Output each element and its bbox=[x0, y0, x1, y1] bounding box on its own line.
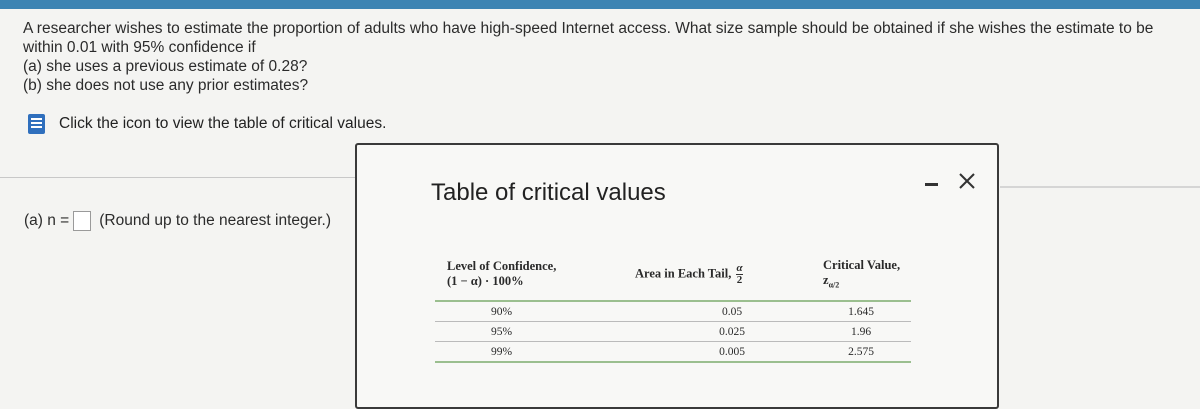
question-part-a: (a) she uses a previous estimate of 0.28? bbox=[23, 58, 308, 75]
table-row bbox=[435, 322, 911, 342]
divider-right bbox=[1000, 186, 1200, 188]
cell-area: 0.005 bbox=[719, 346, 745, 358]
answer-label: (a) n = bbox=[24, 212, 70, 229]
cell-area: 0.025 bbox=[719, 326, 745, 338]
close-icon bbox=[957, 171, 977, 191]
table-row bbox=[435, 342, 911, 363]
minimize-button[interactable] bbox=[923, 177, 943, 191]
cell-confidence: 95% bbox=[491, 326, 513, 338]
table-row bbox=[435, 301, 911, 322]
answer-instruction: (Round up to the nearest integer.) bbox=[99, 212, 332, 229]
header-confidence: Level of Confidence, (1 − α) · 100% bbox=[447, 259, 557, 288]
top-accent-bar bbox=[0, 0, 1200, 9]
header-critical: Critical Value, $z_{\alpha/2}$ bbox=[823, 258, 901, 290]
cell-confidence: 99% bbox=[491, 346, 513, 358]
cell-critical: 2.575 bbox=[848, 346, 874, 358]
cell-critical: 1.645 bbox=[848, 306, 874, 318]
critical-values-table bbox=[435, 256, 911, 363]
close-button[interactable] bbox=[957, 171, 977, 191]
question-text bbox=[23, 19, 1183, 95]
question-line-1: A researcher wishes to estimate the proportion of adults who have high-speed Internet access. What size sample should be obtained if she wishes the estimate to be bbox=[23, 20, 1154, 37]
question-part-b: (b) she does not use any prior estimates? bbox=[23, 77, 309, 94]
cell-confidence: 90% bbox=[491, 306, 513, 318]
question-line-2: within 0.01 with 95% confidence if bbox=[23, 39, 256, 56]
answer-input[interactable] bbox=[73, 211, 91, 231]
alpha-over-2: $\frac{\alpha}{2}$ bbox=[736, 261, 743, 286]
book-icon[interactable] bbox=[27, 113, 47, 135]
critical-values-hint bbox=[27, 113, 386, 135]
cell-area: 0.05 bbox=[721, 306, 743, 318]
divider bbox=[0, 177, 360, 178]
cell-critical: 1.96 bbox=[850, 326, 872, 338]
hint-text: Click the icon to view the table of critical values. bbox=[59, 115, 387, 132]
table-header-row bbox=[435, 256, 911, 301]
critical-values-dialog bbox=[355, 143, 999, 409]
answer-row bbox=[24, 211, 331, 231]
header-area: Area in Each Tail, $\frac{\alpha}{2}$ bbox=[635, 261, 743, 286]
dialog-title: Table of critical values bbox=[431, 179, 666, 206]
